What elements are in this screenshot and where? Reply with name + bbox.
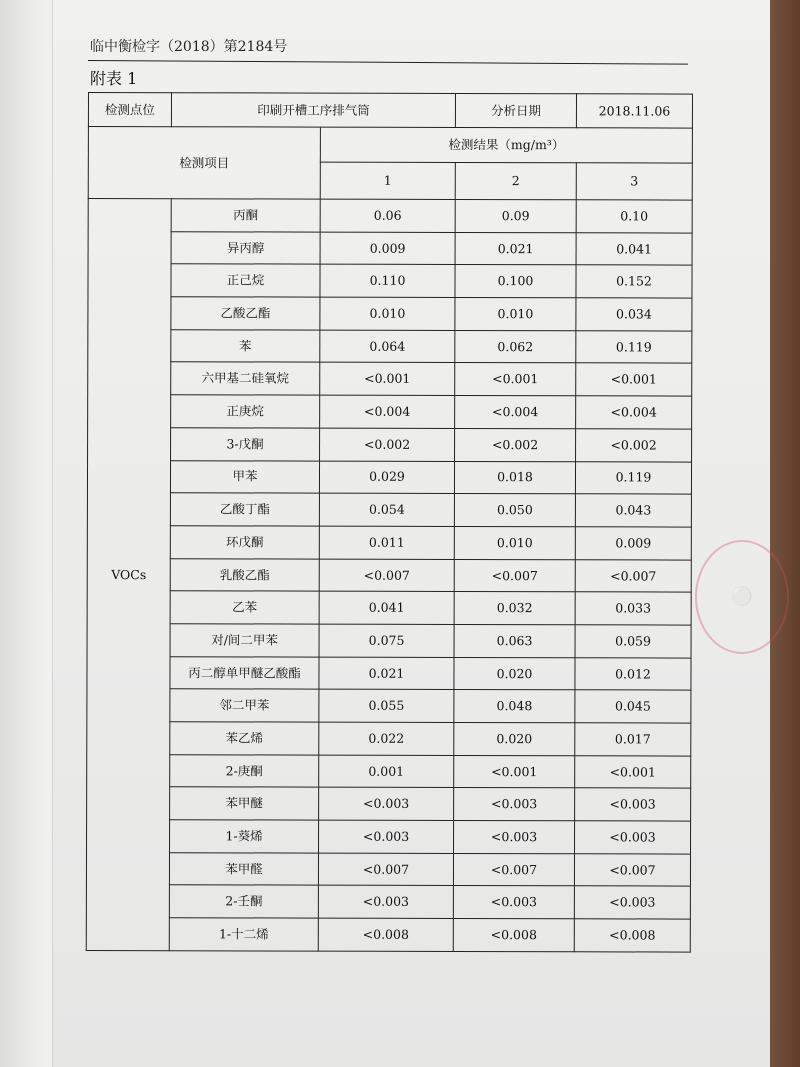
result-2: 0.010 [455, 298, 576, 331]
result-2: <0.007 [454, 559, 575, 592]
compound-name: 乙苯 [170, 591, 319, 624]
result-3: <0.001 [576, 363, 692, 396]
table-row [87, 820, 691, 854]
result-2: <0.003 [453, 886, 574, 919]
table-row [88, 362, 692, 396]
table-row [86, 852, 690, 886]
table-row [86, 918, 690, 952]
result-3: 0.033 [575, 592, 691, 625]
result-2: <0.002 [455, 428, 576, 461]
result-3: 0.045 [575, 690, 691, 723]
result-1: <0.003 [319, 787, 454, 820]
result-3: <0.003 [575, 788, 691, 821]
compound-name: 乙酸丁酯 [170, 493, 319, 526]
table-row [87, 623, 691, 657]
table-row [87, 689, 691, 723]
result-3: <0.002 [576, 429, 692, 462]
result-2: 0.010 [454, 526, 575, 559]
result-2: <0.008 [453, 919, 574, 952]
result-3: 0.10 [576, 200, 692, 233]
compound-name: 2-庚酮 [170, 754, 319, 787]
table-subheader-row [88, 127, 692, 164]
table-row [88, 297, 692, 331]
compound-name: 乳酸乙酯 [170, 558, 319, 591]
result-label: 检测结果（mg/m³） [320, 127, 692, 163]
result-3: 0.009 [575, 527, 691, 560]
page-binding [0, 0, 53, 1067]
result-1: <0.008 [318, 918, 453, 951]
result-1: 0.022 [319, 722, 454, 755]
table-row [87, 656, 691, 690]
result-2: 0.021 [455, 232, 576, 265]
result-1: 0.054 [319, 493, 454, 526]
result-1: <0.002 [320, 428, 455, 461]
result-1: 0.001 [319, 755, 454, 788]
result-2: <0.007 [453, 853, 574, 886]
compound-name: 2-壬酮 [169, 885, 318, 918]
table-row [87, 787, 691, 821]
compound-name: 苯乙烯 [170, 722, 319, 755]
result-3: 0.152 [576, 265, 692, 298]
result-3: <0.003 [575, 821, 691, 854]
result-2: <0.004 [455, 396, 576, 429]
compound-name: 邻二甲苯 [170, 689, 319, 722]
result-2: 0.020 [454, 722, 575, 755]
result-1: 0.009 [320, 232, 455, 265]
compound-name: 1-十二烯 [169, 918, 318, 951]
compound-name: 乙酸乙酯 [171, 297, 320, 330]
result-2: 0.062 [455, 330, 576, 363]
result-1: 0.021 [319, 657, 454, 690]
date-label: 分析日期 [455, 93, 576, 127]
date-value: 2018.11.06 [576, 94, 692, 128]
header-rule [88, 60, 688, 65]
table-row [87, 493, 691, 527]
result-1: <0.004 [320, 395, 455, 428]
result-1: 0.011 [319, 526, 454, 559]
result-2: 0.09 [455, 199, 576, 232]
appendix-title: 附表 1 [90, 69, 138, 88]
result-3: <0.007 [574, 854, 690, 887]
result-3: 0.043 [575, 494, 691, 527]
result-2: 0.050 [454, 494, 575, 527]
site-label: 检测点位 [88, 93, 171, 127]
table-row [87, 591, 691, 625]
result-1: 0.110 [320, 264, 455, 297]
table-row [88, 329, 692, 363]
result-3: 0.017 [575, 723, 691, 756]
red-seal-stamp: ⚪ [695, 540, 789, 654]
result-1: <0.003 [319, 820, 454, 853]
compound-name: 异丙醇 [171, 231, 320, 264]
compound-name: 苯甲醚 [170, 787, 319, 820]
table-row [87, 525, 691, 559]
results-table [86, 92, 693, 952]
result-3: <0.008 [574, 919, 690, 952]
result-1: 0.041 [319, 591, 454, 624]
compound-name: 丙二醇单甲醚乙酸酯 [170, 656, 319, 689]
result-3: 0.041 [576, 232, 692, 265]
compound-name: 正庚烷 [171, 395, 320, 428]
result-1: <0.003 [318, 886, 453, 919]
site-value: 印刷开槽工序排气筒 [171, 93, 455, 128]
table-row [87, 460, 691, 494]
result-3: 0.119 [576, 331, 692, 364]
result-1: 0.010 [320, 297, 455, 330]
compound-name: 对/间二甲苯 [170, 624, 319, 657]
result-3: <0.004 [576, 396, 692, 429]
sample-col-2: 2 [455, 162, 576, 199]
compound-name: 1-葵烯 [170, 820, 319, 853]
table-row [88, 199, 692, 233]
result-2: <0.001 [455, 363, 576, 396]
result-3: 0.034 [576, 298, 692, 331]
table-header-row [88, 93, 692, 129]
result-1: 0.075 [319, 624, 454, 657]
result-2: 0.100 [455, 265, 576, 298]
result-2: <0.001 [454, 755, 575, 788]
result-1: 0.06 [320, 199, 455, 232]
table-row [87, 558, 691, 592]
result-2: <0.003 [454, 788, 575, 821]
compound-name: 苯 [171, 329, 320, 362]
compound-name: 六甲基二硅氧烷 [171, 362, 320, 395]
result-1: 0.029 [319, 461, 454, 494]
compound-name: 正己烷 [171, 264, 320, 297]
result-3: 0.119 [575, 461, 691, 494]
table-row [87, 754, 691, 788]
table-row [88, 427, 692, 461]
sample-col-3: 3 [576, 163, 692, 200]
result-1: <0.001 [320, 363, 455, 396]
result-1: 0.064 [320, 330, 455, 363]
result-3: <0.001 [575, 755, 691, 788]
compound-name: 3-戊酮 [171, 428, 320, 461]
result-1: 0.055 [319, 689, 454, 722]
result-3: 0.059 [575, 625, 691, 658]
result-1: <0.007 [319, 559, 454, 592]
group-label: VOCs [86, 199, 171, 951]
compound-name: 丙酮 [171, 199, 320, 232]
result-2: 0.020 [454, 657, 575, 690]
table-row [87, 721, 691, 755]
table-row [86, 885, 690, 919]
result-2: 0.018 [454, 461, 575, 494]
compound-name: 苯甲醛 [169, 852, 318, 885]
table-row [88, 231, 692, 265]
compound-name: 甲苯 [170, 460, 319, 493]
table-row [88, 395, 692, 429]
result-3: <0.003 [574, 886, 690, 919]
result-1: <0.007 [318, 853, 453, 886]
result-2: 0.048 [454, 690, 575, 723]
result-3: <0.007 [575, 559, 691, 592]
table-row [88, 264, 692, 298]
result-3: 0.012 [575, 657, 691, 690]
compound-name: 环戊酮 [170, 526, 319, 559]
result-2: <0.003 [454, 821, 575, 854]
sample-col-1: 1 [320, 162, 455, 199]
result-2: 0.063 [454, 624, 575, 657]
document-number: 临中衡检字（2018）第2184号 [90, 39, 288, 55]
item-label: 检测项目 [88, 127, 320, 200]
result-2: 0.032 [454, 592, 575, 625]
